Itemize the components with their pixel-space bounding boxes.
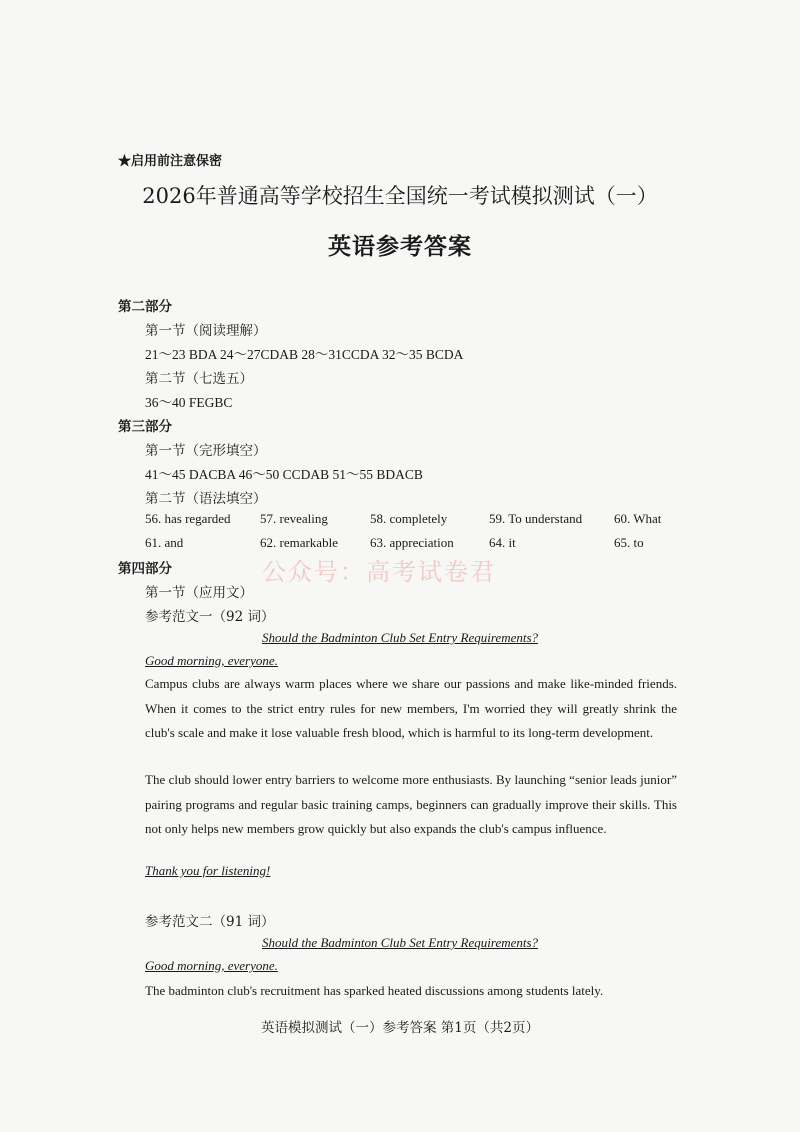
sample1-label: 参考范文一（92 词） (145, 609, 275, 625)
grammar-answer: 60. What (614, 511, 662, 526)
part3-heading: 第三部分 (118, 419, 172, 435)
part3-section1-answers: 41～45 DACBA 46～50 CCDAB 51～55 BDACB (145, 467, 423, 482)
page-footer: 英语模拟测试（一）参考答案 第1页（共2页） (261, 1020, 539, 1036)
part2-section2-answers: 36～40 FEGBC (145, 395, 233, 410)
grammar-answer: 63. appreciation (370, 535, 454, 550)
grammar-answer: 57. revealing (260, 511, 328, 526)
grammar-answer: 56. has regarded (145, 511, 231, 526)
sample2-paragraph-1: The badminton club's recruitment has sparked heated discussions among students lately. (145, 983, 604, 998)
part2-heading: 第二部分 (118, 299, 172, 315)
grammar-answer: 65. to (614, 535, 644, 550)
sample2-label: 参考范文二（91 词） (145, 914, 275, 930)
part2-section1-answers: 21～23 BDA 24～27CDAB 28～31CCDA 32～35 BCDA (145, 347, 464, 362)
essay-closing: Thank you for listening! (145, 863, 271, 878)
grammar-answer: 58. completely (370, 511, 448, 526)
confidential-notice: ★启用前注意保密 (118, 154, 223, 169)
grammar-answer: 61. and (145, 535, 184, 550)
essay-title: Should the Badminton Club Set Entry Requirements? (261, 630, 539, 645)
part3-section2-heading: 第二节（语法填空） (145, 491, 267, 507)
exam-title: 2026年普通高等学校招生全国统一考试模拟测试（一） (142, 184, 658, 208)
part3-section1-heading: 第一节（完形填空） (145, 443, 267, 459)
grammar-answer: 64. it (489, 535, 516, 550)
essay-title: Should the Badminton Club Set Entry Requirements? (261, 935, 539, 950)
watermark: 公众号：高考试卷君 (262, 558, 496, 586)
sample1-paragraph-2: The club should lower entry barriers to welcome more enthusiasts. By launching “senior leads junior” pairing programs and regular basic training camps, beginners can gradually improve their skills. This not only helps new members grow quickly but also expands the club's campus influence. (145, 772, 677, 836)
document-title: 英语参考答案 (328, 233, 472, 260)
part2-section1-heading: 第一节（阅读理解） (145, 323, 267, 339)
part4-section1-heading: 第一节（应用文） (145, 585, 253, 601)
essay-greeting: Good morning, everyone. (145, 958, 278, 973)
part4-heading: 第四部分 (118, 561, 172, 577)
part2-section2-heading: 第二节（七选五） (145, 371, 253, 387)
grammar-answer: 62. remarkable (260, 535, 338, 550)
essay-greeting: Good morning, everyone. (145, 653, 278, 668)
grammar-answer: 59. To understand (489, 511, 583, 526)
sample1-paragraph-1: Campus clubs are always warm places where we share our passions and make like-minded friends. When it comes to the strict entry rules for new members, I'm worried they will greatly shrink the club's scale and make it lose valuable fresh blood, which is harmful to its long-term development. (145, 676, 677, 740)
